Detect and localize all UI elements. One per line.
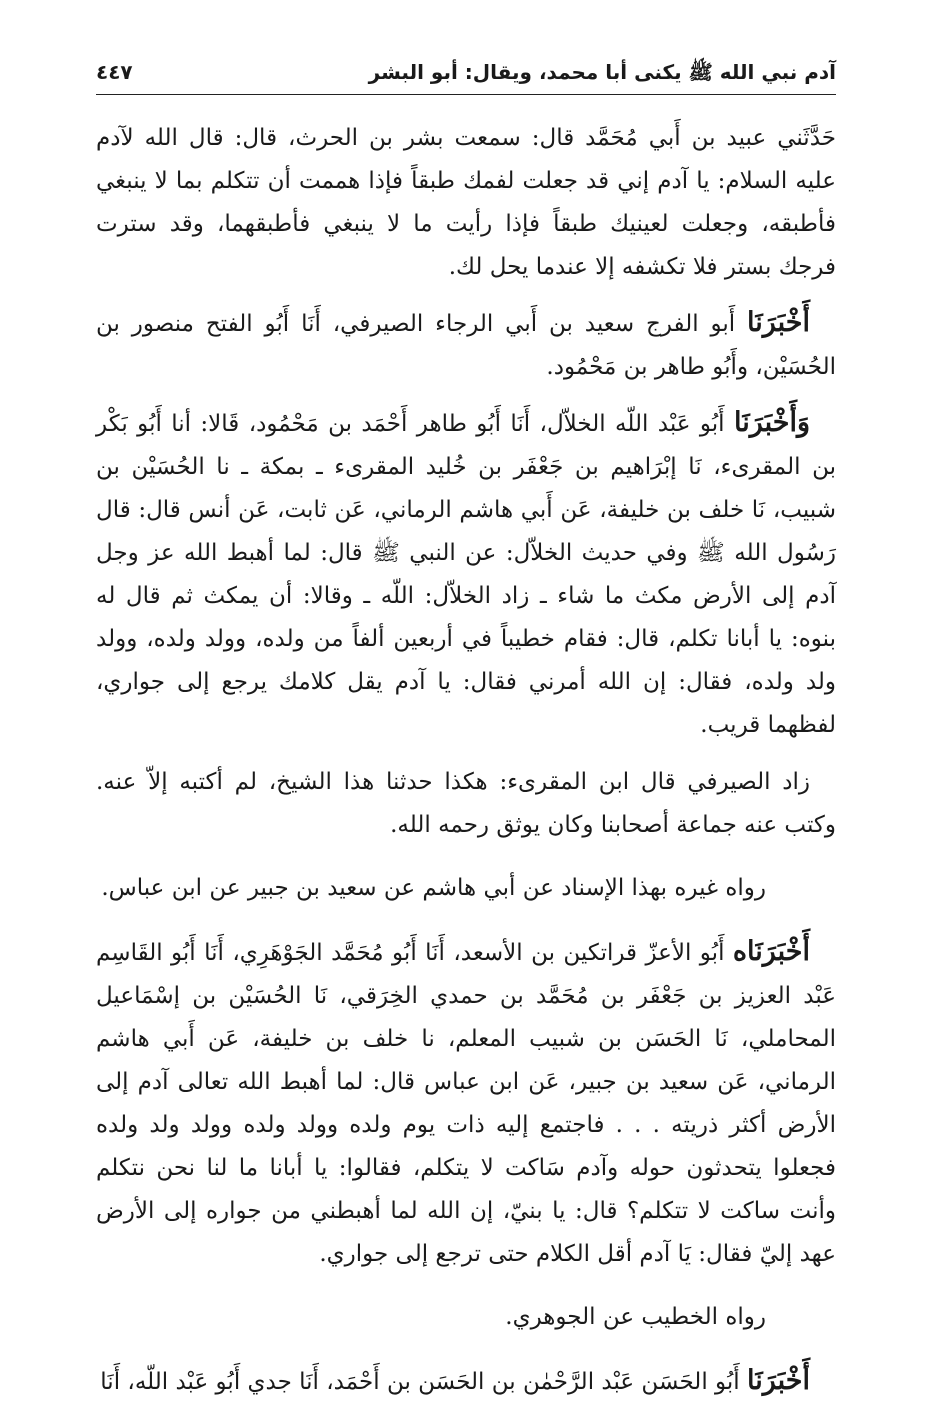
paragraph-lead: وَأَخْبَرَنَا [733, 407, 810, 438]
header-rule [96, 94, 836, 95]
paragraph-3: وَأَخْبَرَنَا أَبُو عَبْد اللّه الخلاّل، أَنَا أَبُو طاهر أَحْمَد بن مَحْمُود، قَالا: أنا أَبُو بَكْر بن المقرىء، نَا إبْرَاهيم بن جَعْفَر بن خُليد المقرىء ـ بمكة ـ نا الحُسَيْن بن شبيب، نَا خلف بن خليفة، عَن أَبي هاشم الرماني، عَن ثابت، عَن أنس قال: قال رَسُول الله ﷺ وفي حديث الخلاّل: عن النبي ﷺ قال: لما أهبط الله عز وجل آدم إلى الأرض مكث ما شاء ـ زاد الخلاّل: اللّه ـ وقالا: أن يمكث ثم قال له بنوه: يا أبانا تكلم، قال: فقام خطيباً في أربعين ألفاً من ولده، وولد ولده، وولد ولد ولده، فقال: إن الله أمرني فقال: يا آدم يقل كلامك يرجع إلى جواري، لفظهما قريب. [96, 407, 836, 738]
paragraph-lead: أَخْبَرَنَا [747, 307, 810, 338]
note-2: رواه الخطيب عن الجوهري. [505, 1304, 766, 1330]
running-title: آدم نبي الله ﷺ يكنى أبا محمد، ويقال: أبو البشر [368, 60, 836, 84]
paragraph-lead: أَخْبَرَنَاه [732, 936, 810, 967]
paragraph-lead: أَخْبَرَنَا [747, 1365, 810, 1396]
paragraph-4: زاد الصيرفي قال ابن المقرىء: هكذا حدثنا هذا الشيخ، لم أكتبه إلاّ عنه. وكتب عنه جماعة أصحابنا وكان يوثق رحمه الله. [96, 769, 836, 838]
document-page [96, 60, 836, 1416]
paragraph-6: أَخْبَرَنَا أَبُو الحَسَن عَبْد الرَّحْمٰن بن الحَسَن بن أَحْمَد، أَنَا جدي أَبُو عَبْد اللّه، أَنَا [100, 1365, 810, 1396]
note-1: رواه غيره بهذا الإسناد عن أبي هاشم عن سعيد بن جبير عن ابن عباس. [101, 875, 766, 901]
paragraph-5: أَخْبَرَنَاه أَبُو الأعزّ قراتكين بن الأسعد، أَنَا أَبُو مُحَمَّد الجَوْهَرِي، أَنَا أَبُو القَاسِم عَبْد العزيز بن جَعْفَر بن مُحَمَّد بن حمدي الخِرَقي، نَا الحُسَيْن بن إسْمَاعيل المحاملي، نَا الحَسَن بن شبيب المعلم، نا خلف بن خليفة، عَن أَبي هاشم الرماني، عَن سعيد بن جبير، عَن ابن عباس قال: لما أهبط الله تعالى آدم إلى الأرض أكثر ذريته . . . فاجتمع إليه ذات يوم ولده وولد ولده وولد ولد ولده فجعلوا يتحدثون حوله وآدم سَاكت لا يتكلم، فقالوا: يا أبانا ما لنا نحن نتكلم وأنت ساكت لا تتكلم؟ قال: يا بنيّ، إن الله لما أهبطني من جواره إلى الأرض عهد إليّ فقال: يَا آدم أقل الكلام حتى ترجع إلى جواري. [96, 936, 836, 1267]
paragraph-1: حَدَّثَني عبيد بن أَبي مُحَمَّد قال: سمعت بشر بن الحرث، قال: قال الله لآدم عليه السلام: يا آدم إني قد جعلت لفمك طبقاً فإذا هممت أن تتكلم بما لا ينبغي فأطبقه، وجعلت لعينيك طبقاً فإذا رأيت ما لا ينبغي فأطبقهما، وقد سترت فرجك بستر فلا تكشفه إلا عندما يحل لك. [96, 125, 836, 280]
running-header [96, 60, 836, 90]
body-text [96, 115, 836, 1404]
page-number: ٤٤٧ [96, 60, 133, 84]
paragraph-2: أَخْبَرَنَا أَبو الفرج سعيد بن أَبي الرجاء الصيرفي، أَنَا أَبُو الفتح منصور بن الحُسَيْن، وأَبُو طاهر بن مَحْمُود. [96, 307, 836, 380]
